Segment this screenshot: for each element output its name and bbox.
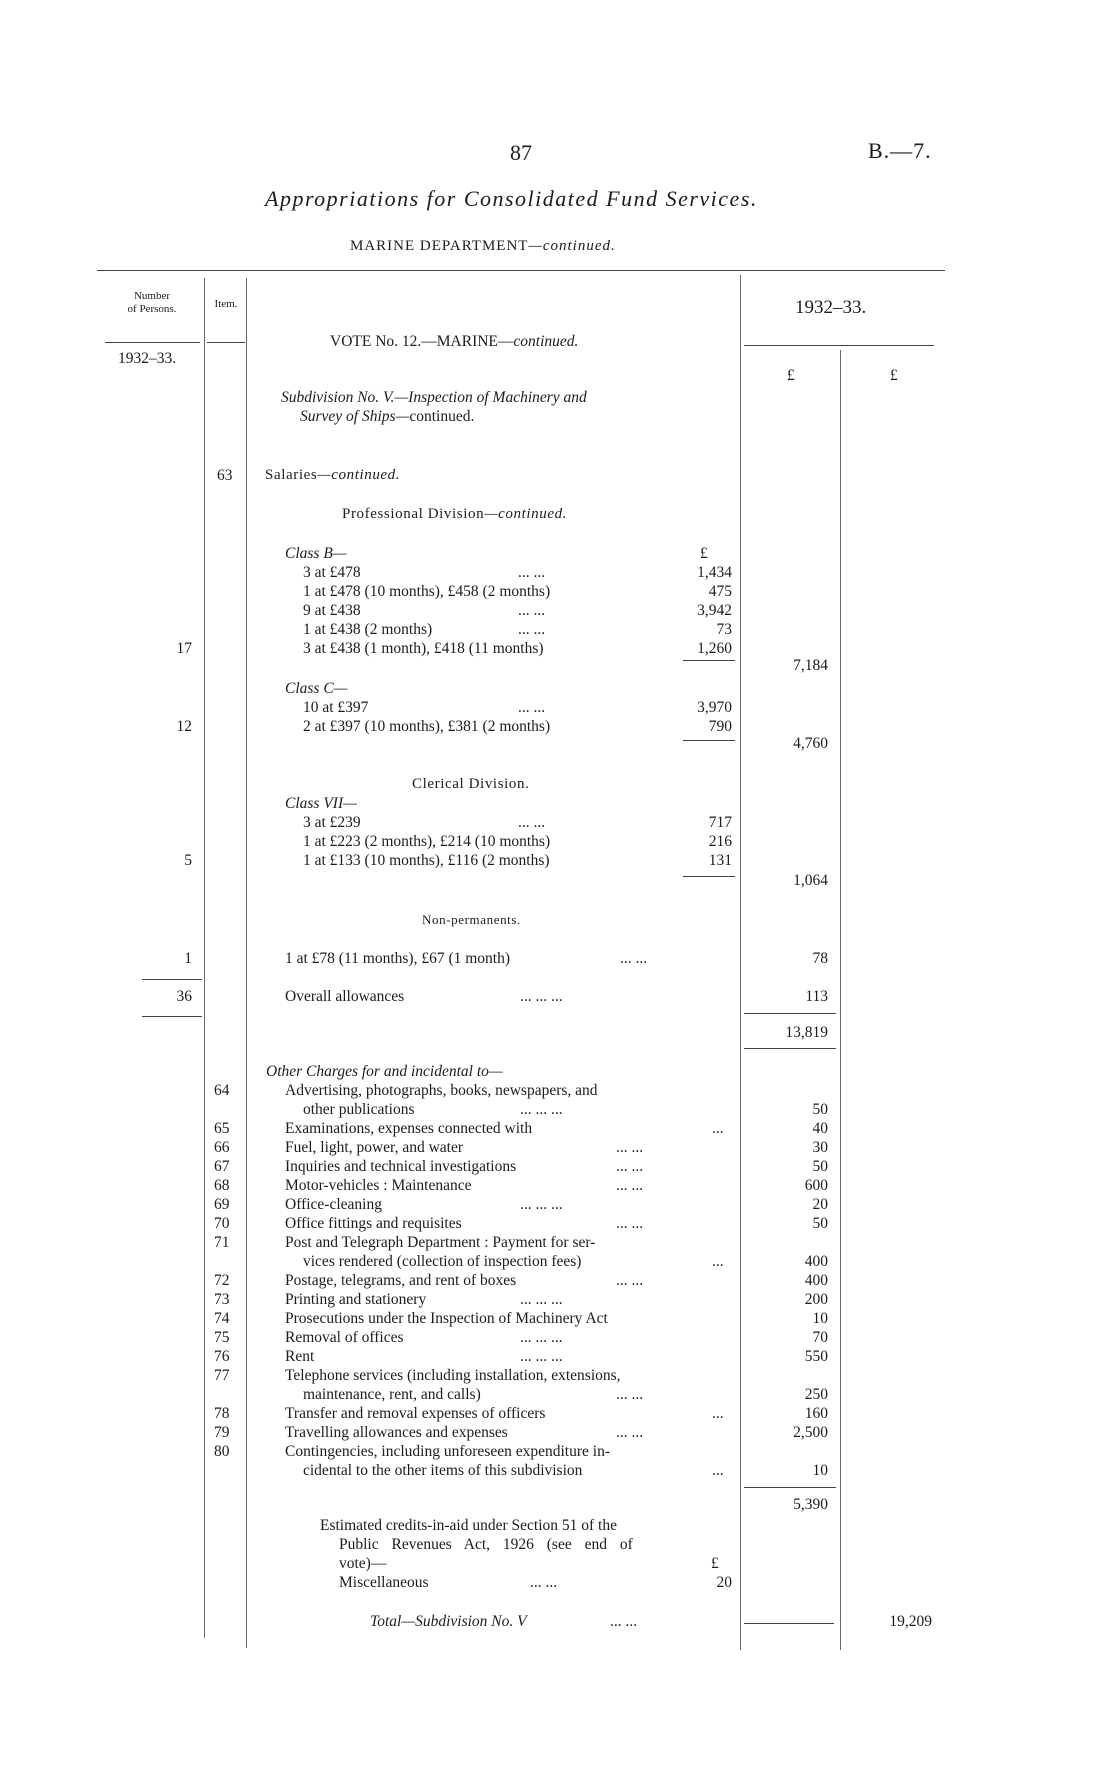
class-c-row-2-text: 2 at £397 (10 months), £381 (2 months) <box>303 718 551 735</box>
charge-72-amount: 400 <box>804 1272 828 1289</box>
charge-67-text: Inquiries and technical investigations <box>285 1158 517 1175</box>
subdivision-line2 <box>300 408 474 426</box>
charge-77-line2: maintenance, rent, and calls) <box>303 1386 481 1403</box>
persons-total-rule <box>142 979 202 980</box>
overall-allowances-text: Overall allowances <box>285 988 405 1005</box>
charge-65-dots: ... <box>712 1120 724 1137</box>
other-charges-total-rule <box>744 1487 836 1488</box>
item-71: 71 <box>214 1234 230 1251</box>
persons-year: 1932–33. <box>118 350 177 367</box>
charge-79-text: Travelling allowances and expenses <box>285 1424 508 1441</box>
persons-column-header <box>102 290 202 316</box>
class-c-row-1-amount: 3,970 <box>697 699 732 716</box>
pound-sign-total: £ <box>890 367 898 384</box>
class-b-persons: 17 <box>176 640 192 657</box>
overall-allowances-dots: ... ... ... <box>520 988 563 1005</box>
class-b-row-5-text: 3 at £438 (1 month), £418 (11 months) <box>303 640 544 657</box>
charge-66-amount: 30 <box>812 1139 828 1156</box>
salaries-label: Salaries <box>265 467 318 483</box>
charge-73-dots: ... ... ... <box>520 1291 563 1308</box>
charge-68-amount: 600 <box>804 1177 828 1194</box>
grand-total-dots: ... ... <box>610 1613 638 1630</box>
charge-70-dots: ... ... <box>616 1215 644 1232</box>
non-permanents-amount: 78 <box>812 950 828 967</box>
salaries-continued: —continued. <box>317 467 401 483</box>
estimate-year: 1932–33. <box>795 297 867 318</box>
charge-80-line2: cidental to the other items of this subdivision <box>303 1462 583 1479</box>
persons-label-line1: Number <box>133 290 171 302</box>
charge-80-dots: ... <box>712 1462 724 1479</box>
class-vii-row-2-text: 1 at £223 (2 months), £214 (10 months) <box>303 833 551 850</box>
page-title: Appropriations for Consolidated Fund Services. <box>265 186 758 211</box>
charge-71-dots: ... <box>712 1253 724 1270</box>
salaries-total: 13,819 <box>785 1024 828 1041</box>
professional-division-heading <box>342 506 567 523</box>
charge-76-text: Rent <box>285 1348 315 1365</box>
clerical-division-heading: Clerical Division. <box>412 776 530 792</box>
credits-line1: Estimated credits-in-aid under Section 51 of the <box>320 1517 617 1534</box>
charge-64-dots: ... ... ... <box>520 1101 563 1118</box>
item-64: 64 <box>214 1082 230 1099</box>
class-vii-row-1-dots: ... ... <box>518 814 546 831</box>
item-67: 67 <box>214 1158 230 1175</box>
year-header-rule <box>744 345 934 346</box>
salaries-total-under-rule <box>744 1048 836 1049</box>
non-permanents-text: 1 at £78 (11 months), £67 (1 month) <box>285 950 511 967</box>
charge-79-amount: 2,500 <box>793 1424 828 1441</box>
persons-bottom-rule <box>142 1016 202 1017</box>
item-77: 77 <box>214 1367 230 1384</box>
item-78: 78 <box>214 1405 230 1422</box>
charge-66-text: Fuel, light, power, and water <box>285 1139 464 1156</box>
clerical-persons: 5 <box>184 852 192 869</box>
charge-78-dots: ... <box>712 1405 724 1422</box>
class-b-pound: £ <box>700 545 708 562</box>
item-79: 79 <box>214 1424 230 1441</box>
credits-misc-amount: 20 <box>716 1574 732 1591</box>
item-70: 70 <box>214 1215 230 1232</box>
class-c-persons: 12 <box>176 718 192 735</box>
item-65: 65 <box>214 1120 230 1137</box>
item-73: 73 <box>214 1291 230 1308</box>
other-charges-heading: Other Charges for and incidental to— <box>266 1063 503 1080</box>
charge-76-dots: ... ... ... <box>520 1348 563 1365</box>
department-continued: —continued. <box>528 238 616 254</box>
class-vii-row-3-text: 1 at £133 (10 months), £116 (2 months) <box>303 852 550 869</box>
page-number: 87 <box>510 140 532 165</box>
class-vii-row-1-amount: 717 <box>708 814 732 831</box>
class-b-row-1-dots: ... ... <box>518 564 546 581</box>
charge-79-dots: ... ... <box>616 1424 644 1441</box>
class-vii-row-3-amount: 131 <box>708 852 732 869</box>
item-76: 76 <box>214 1348 230 1365</box>
professional-continued: —continued. <box>484 506 568 522</box>
charge-66-dots: ... ... <box>616 1139 644 1156</box>
charge-69-amount: 20 <box>812 1196 828 1213</box>
charge-64-line2: other publications <box>303 1101 415 1118</box>
class-b-row-2-amount: 475 <box>708 583 732 600</box>
class-b-label: Class B— <box>285 545 347 562</box>
subdivision-line2-text: Survey of Ships— <box>300 408 410 425</box>
charge-78-amount: 160 <box>804 1405 828 1422</box>
charge-80-line1: Contingencies, including unforeseen expenditure in- <box>285 1443 610 1460</box>
overall-allowances-amount: 113 <box>805 988 828 1005</box>
class-vii-row-2-amount: 216 <box>708 833 732 850</box>
persons-column-divider <box>204 278 205 1638</box>
charge-74-amount: 10 <box>812 1310 828 1327</box>
item-68: 68 <box>214 1177 230 1194</box>
charge-75-amount: 70 <box>812 1329 828 1346</box>
vote-title <box>330 333 578 351</box>
item-80: 80 <box>214 1443 230 1460</box>
class-b-row-1-amount: 1,434 <box>697 564 732 581</box>
charge-74-text: Prosecutions under the Inspection of Machinery Act <box>285 1310 608 1327</box>
clerical-subtotal-rule <box>683 876 735 877</box>
class-b-row-3-amount: 3,942 <box>697 602 732 619</box>
charge-69-dots: ... ... ... <box>520 1196 563 1213</box>
item-column-header: Item. <box>214 298 238 310</box>
charge-77-line1: Telephone services (including installation, extensions, <box>285 1367 621 1384</box>
charge-68-text: Motor-vehicles : Maintenance <box>285 1177 472 1194</box>
grand-total-label: Total—Subdivision No. V <box>370 1613 527 1630</box>
item-69: 69 <box>214 1196 230 1213</box>
charge-75-dots: ... ... ... <box>520 1329 563 1346</box>
non-permanents-dots: ... ... <box>620 950 648 967</box>
overall-persons: 36 <box>176 988 192 1005</box>
charge-71-line2: vices rendered (collection of inspection fees) <box>303 1253 582 1270</box>
subdivision-continued: continued. <box>409 408 475 425</box>
class-b-row-3-dots: ... ... <box>518 602 546 619</box>
persons-label-line2: of Persons. <box>127 303 177 316</box>
item-63: 63 <box>217 467 233 484</box>
professional-label: Professional Division <box>342 506 485 522</box>
charge-64-line1: Advertising, photographs, books, newspapers, and <box>285 1082 598 1099</box>
non-permanents-persons: 1 <box>184 950 192 967</box>
charge-76-amount: 550 <box>804 1348 828 1365</box>
charge-64-amount: 50 <box>812 1101 828 1118</box>
class-b-row-4-dots: ... ... <box>518 621 546 638</box>
class-b-row-4-amount: 73 <box>716 621 732 638</box>
document-reference: B.—7. <box>868 138 932 163</box>
department-heading <box>350 238 616 255</box>
table-top-rule <box>97 270 945 271</box>
charge-65-amount: 40 <box>812 1120 828 1137</box>
charge-72-dots: ... ... <box>616 1272 644 1289</box>
charge-75-text: Removal of offices <box>285 1329 404 1346</box>
charge-80-amount: 10 <box>812 1462 828 1479</box>
persons-header-rule <box>105 342 200 343</box>
department-name: MARINE DEPARTMENT <box>350 238 529 254</box>
class-vii-label: Class VII— <box>285 795 357 812</box>
charge-71-amount: 400 <box>804 1253 828 1270</box>
vote-title-continued: continued. <box>513 333 579 350</box>
class-b-row-3-text: 9 at £438 <box>303 602 361 619</box>
item-column-divider <box>246 278 247 1648</box>
class-b-row-4-text: 1 at £438 (2 months) <box>303 621 433 638</box>
class-c-row-2-amount: 790 <box>708 718 732 735</box>
salaries-total-rule <box>744 1013 836 1014</box>
class-b-total: 7,184 <box>793 657 828 674</box>
charge-69-text: Office-cleaning <box>285 1196 382 1213</box>
class-b-row-1-text: 3 at £478 <box>303 564 361 581</box>
charge-73-amount: 200 <box>804 1291 828 1308</box>
credits-misc-label: Miscellaneous <box>339 1574 429 1591</box>
charge-77-amount: 250 <box>804 1386 828 1403</box>
grand-total-amount: 19,209 <box>889 1613 932 1630</box>
class-c-row-1-dots: ... ... <box>518 699 546 716</box>
charge-71-line1: Post and Telegraph Department : Payment for ser- <box>285 1234 596 1251</box>
salaries-heading <box>265 467 400 484</box>
item-66: 66 <box>214 1139 230 1156</box>
credits-line3: vote)— <box>339 1555 387 1572</box>
item-72: 72 <box>214 1272 230 1289</box>
subdivision-line1: Subdivision No. V.—Inspection of Machinery and <box>281 389 587 406</box>
pound-sign-amount: £ <box>787 367 795 384</box>
class-vii-row-1-text: 3 at £239 <box>303 814 361 831</box>
other-charges-total: 5,390 <box>793 1496 828 1513</box>
clerical-total: 1,064 <box>793 872 828 889</box>
charge-68-dots: ... ... <box>616 1177 644 1194</box>
item-header-rule <box>207 342 245 343</box>
charge-67-dots: ... ... <box>616 1158 644 1175</box>
class-c-row-1-text: 10 at £397 <box>303 699 369 716</box>
item-74: 74 <box>214 1310 230 1327</box>
credits-misc-dots: ... ... <box>530 1574 558 1591</box>
non-permanents-heading: Non-permanents. <box>422 912 521 927</box>
item-75: 75 <box>214 1329 230 1346</box>
charge-67-amount: 50 <box>812 1158 828 1175</box>
charge-72-text: Postage, telegrams, and rent of boxes <box>285 1272 517 1289</box>
class-b-row-5-amount: 1,260 <box>697 640 732 657</box>
credits-line2: Public Revenues Act, 1926 (see end of <box>339 1536 633 1553</box>
class-b-subtotal-rule <box>683 660 735 661</box>
grand-total-rule <box>744 1623 834 1624</box>
charge-65-text: Examinations, expenses connected with <box>285 1120 533 1137</box>
charge-77-dots: ... ... <box>616 1386 644 1403</box>
charge-70-text: Office fittings and requisites <box>285 1215 462 1232</box>
class-b-row-2-text: 1 at £478 (10 months), £458 (2 months) <box>303 583 551 600</box>
total-column-divider <box>840 350 841 1650</box>
class-c-label: Class C— <box>285 680 348 697</box>
class-c-subtotal-rule <box>683 740 735 741</box>
vote-title-text: VOTE No. 12.—MARINE— <box>330 333 514 350</box>
credits-pound: £ <box>711 1555 719 1572</box>
charge-78-text: Transfer and removal expenses of officers <box>285 1405 546 1422</box>
charge-70-amount: 50 <box>812 1215 828 1232</box>
charge-73-text: Printing and stationery <box>285 1291 427 1308</box>
class-c-total: 4,760 <box>793 735 828 752</box>
